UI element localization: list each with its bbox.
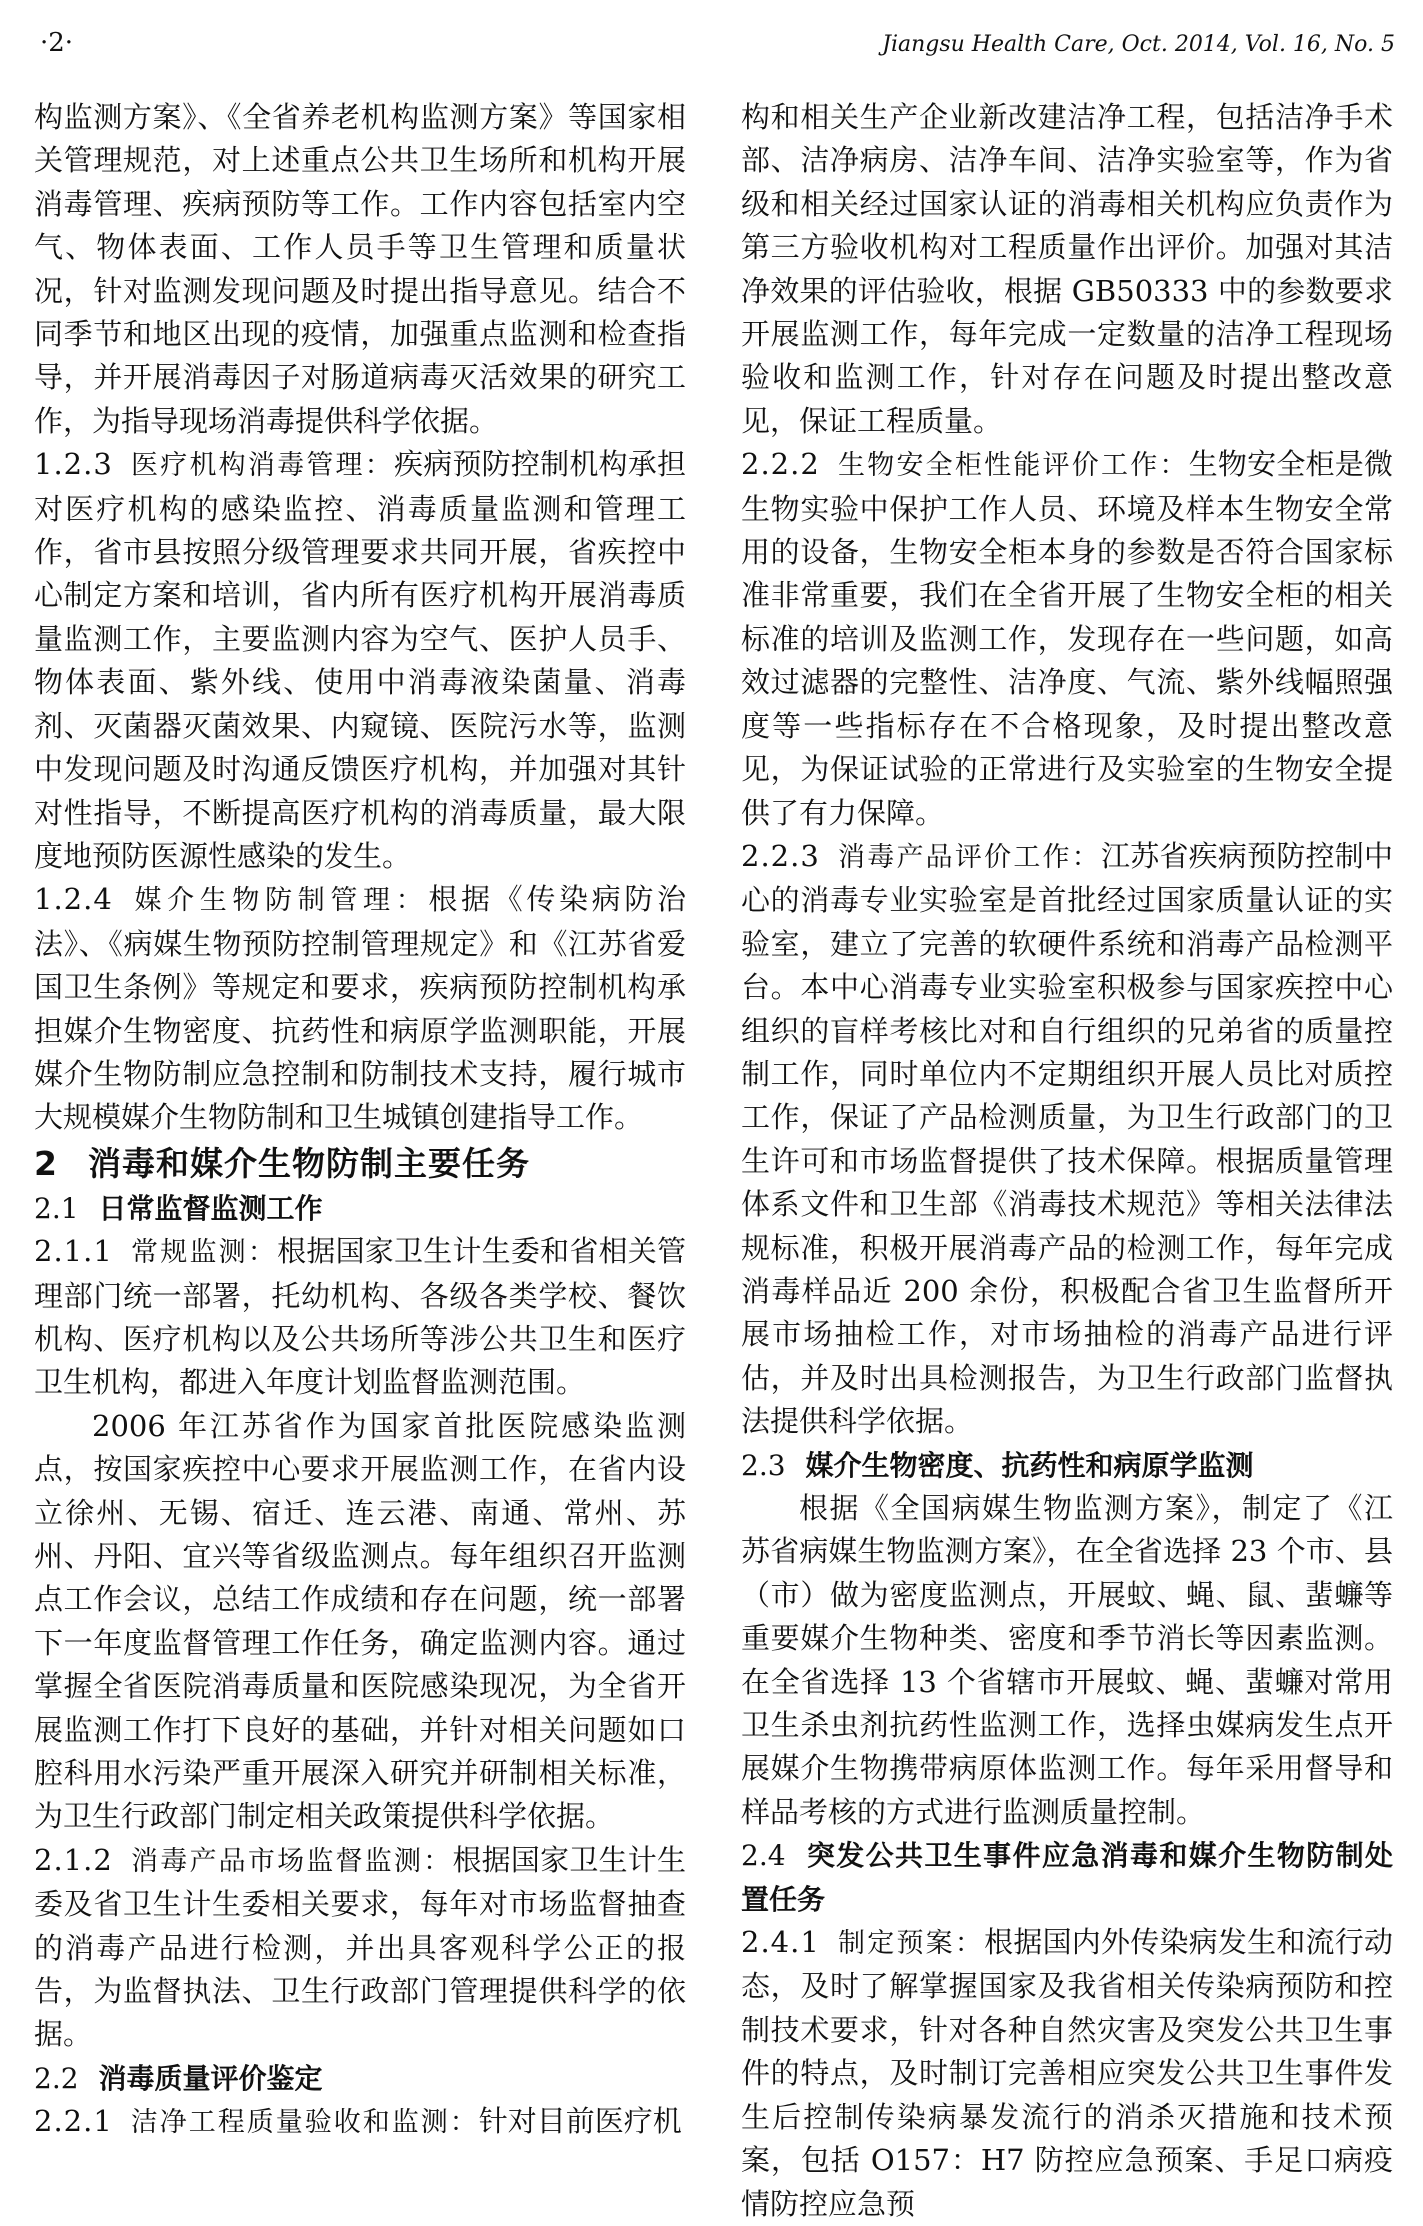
journal-header: Jiangsu Health Care, Oct. 2014, Vol. 16, No. 5 — [882, 32, 1395, 57]
section-body: 针对目前医疗机 — [478, 2104, 682, 2139]
section-2-1-1 — [34, 1230, 686, 1405]
section-2-1-2 — [34, 1839, 686, 2057]
section-title: 消毒产品评价工作： — [837, 841, 1102, 873]
section-number: 2.2.1 — [34, 2104, 113, 2139]
heading-title: 突发公共卫生事件应急消毒和媒介生物防制处置任务 — [741, 1839, 1393, 1916]
heading-number: 2.3 — [741, 1448, 786, 1482]
heading-number: 2.1 — [34, 1191, 79, 1225]
section-2-2-2 — [741, 443, 1393, 835]
section-body: 根据《传染病防治法》、《病媒生物预防控制管理规定》和《江苏省爱国卫生条例》等规定和要求，疾病预防控制机构承担媒介生物密度、抗药性和病原学监测职能，开展媒介生物防制应急控制和防制技术支持，履行城市大规模媒介生物防制和卫生城镇创建指导工作。 — [34, 882, 686, 1135]
section-body: 根据国内外传染病发生和流行动态，及时了解掌握国家及我省相关传染病预防和控制技术要求，针对各种自然灾害及突发公共卫生事件的特点，及时制订完善相应突发公共卫生事件发生后控制传染病暴发流行的消杀灭措施和技术预案，包括 O157：H7 防控应急预案、手足口病疫情防控应急预 — [741, 1925, 1393, 2221]
section-title: 常规监测： — [130, 1237, 278, 1269]
section-number: 1.2.3 — [34, 447, 113, 482]
heading-number: 2 — [34, 1143, 58, 1183]
section-number: 2.4.1 — [741, 1925, 820, 1960]
section-2-4-1 — [741, 1921, 1393, 2226]
left-column — [34, 96, 686, 2145]
section-2-2-3 — [741, 835, 1393, 1444]
section-body: 生物安全柜是微生物实验中保护工作人员、环境及样本生物安全常用的设备，生物安全柜本身的参数是否符合国家标准非常重要，我们在全省开展了生物安全柜的相关标准的培训及监测工作，发现存在一些问题，如高效过滤器的完整性、洁净度、气流、紫外线幅照强度等一些指标存在不合格现象，及时提出整改意见，为保证试验的正常进行及实验室的生物安全提供了有力保障。 — [741, 447, 1393, 830]
heading-title: 媒介生物密度、抗药性和病原学监测 — [805, 1448, 1254, 1482]
heading-title: 消毒质量评价鉴定 — [98, 2061, 323, 2095]
section-title: 制定预案： — [837, 1928, 985, 1960]
heading-number: 2.2 — [34, 2061, 79, 2095]
section-title: 消毒产品市场监督监测： — [130, 1845, 453, 1877]
section-number: 2.2.2 — [741, 447, 820, 482]
subsection-heading-2-3 — [741, 1444, 1393, 1487]
section-body: 根据国家卫生计生委和省相关管理部门统一部署，托幼机构、各级各类学校、餐饮机构、医疗机构以及公共场所等涉公共卫生和医疗卫生机构，都进入年度计划监督监测范围。 — [34, 1234, 686, 1400]
section-2-2-1 — [34, 2100, 686, 2144]
section-number: 2.2.3 — [741, 838, 820, 873]
heading-number: 2.4 — [741, 1839, 786, 1873]
section-body: 疾病预防控制机构承担对医疗机构的感染监控、消毒质量监测和管理工作，省市县按照分级管理要求共同开展，省疾控中心制定方案和培训，省内所有医疗机构开展消毒质量监测工作，主要监测内容为空气、医护人员手、物体表面、紫外线、使用中消毒液染菌量、消毒剂、灭菌器灭菌效果、内窥镜、医院污水等，监测中发现问题及时沟通反馈医疗机构，并加强对其针对性指导，不断提高医疗机构的消毒质量，最大限度地预防医源性感染的发生。 — [34, 447, 686, 873]
section-number: 2.1.1 — [34, 1234, 113, 1269]
subsection-heading-2-4 — [741, 1834, 1393, 1921]
section-body: 根据国家卫生计生委及省卫生计生委相关要求，每年对市场监督抽查的消毒产品进行检测，并出具客观科学公正的报告，为监督执法、卫生行政部门管理提供科学的依据。 — [34, 1842, 686, 2052]
subsection-heading-2-2 — [34, 2057, 686, 2100]
section-number: 1.2.4 — [34, 882, 113, 917]
section-title: 生物安全柜性能评价工作： — [837, 450, 1189, 482]
heading-title: 日常监督监测工作 — [98, 1191, 323, 1225]
heading-title: 消毒和媒介生物防制主要任务 — [87, 1143, 530, 1183]
paragraph: 2006 年江苏省作为国家首批医院感染监测点，按国家疾控中心要求开展监测工作，在省内设立徐州、无锡、宿迁、连云港、南通、常州、苏州、丹阳、宜兴等省级监测点。每年组织召开监测点工作会议，总结工作成绩和存在问题，统一部署下一年度监督管理工作任务，确定监测内容。通过掌握全省医院消毒质量和医院感染现况，为全省开展监测工作打下良好的基础，并针对相关问题如口腔科用水污染严重开展深入研究并研制相关标准，为卫生行政部门制定相关政策提供科学依据。 — [34, 1408, 686, 1834]
section-title: 医疗机构消毒管理： — [130, 450, 395, 482]
section-title: 洁净工程质量验收和监测： — [130, 2107, 479, 2139]
paragraph: 构和相关生产企业新改建洁净工程，包括洁净手术部、洁净病房、洁净车间、洁净实验室等，作为省级和相关经过国家认证的消毒相关机构应负责作为第三方验收机构对工程质量作出评价。加强对其洁净效果的评估验收，根据 GB50333 中的参数要求开展监测工作，每年完成一定数量的洁净工程现场验收和监测工作，针对存在问题及时提出整改意见，保证工程质量。 — [741, 100, 1393, 438]
paragraph: 构监测方案》、《全省养老机构监测方案》等国家相关管理规范，对上述重点公共卫生场所和机构开展消毒管理、疾病预防等工作。工作内容包括室内空气、物体表面、工作人员手等卫生管理和质量状况，针对监测发现问题及时提出指导意见。结合不同季节和地区出现的疫情，加强重点监测和检查指导，并开展消毒因子对肠道病毒灭活效果的研究工作，为指导现场消毒提供科学依据。 — [34, 100, 686, 438]
section-1-2-4 — [34, 878, 686, 1139]
section-number: 2.1.2 — [34, 1842, 113, 1877]
section-title: 媒介生物防制管理： — [130, 885, 429, 917]
section-heading-2 — [34, 1140, 686, 1187]
section-1-2-3 — [34, 443, 686, 878]
section-body: 江苏省疾病预防控制中心的消毒专业实验室是首批经过国家质量认证的实验室，建立了完善的软硬件系统和消毒产品检测平台。本中心消毒专业实验室积极参与国家疾控中心组织的盲样考核比对和自行组织的兄弟省的质量控制工作，同时单位内不定期组织开展人员比对质控工作，保证了产品检测质量，为卫生行政部门的卫生许可和市场监督提供了技术保障。根据质量管理体系文件和卫生部《消毒技术规范》等相关法律法规标准，积极开展消毒产品的检测工作，每年完成消毒样品近 200 余份，积极配合省卫生监督所开展市场抽检工作，对市场抽检的消毒产品进行评估，并及时出具检测报告，为卫生行政部门监督执法提供科学依据。 — [741, 838, 1393, 1439]
right-column — [741, 96, 1393, 2226]
page-number: ·2· — [40, 28, 74, 58]
paragraph: 根据《全国病媒生物监测方案》，制定了《江苏省病媒生物监测方案》，在全省选择 23 个市、县（市）做为密度监测点，开展蚊、蝇、鼠、蜚蠊等重要媒介生物种类、密度和季节消长等因素监测。在全省选择 13 个省辖市开展蚊、蝇、蜚蠊对常用卫生杀虫剂抗药性监测工作，选择虫媒病发生点开展媒介生物携带病原体监测工作。每年采用督导和样品考核的方式进行监测质量控制。 — [741, 1491, 1393, 1829]
subsection-heading-2-1 — [34, 1187, 686, 1230]
